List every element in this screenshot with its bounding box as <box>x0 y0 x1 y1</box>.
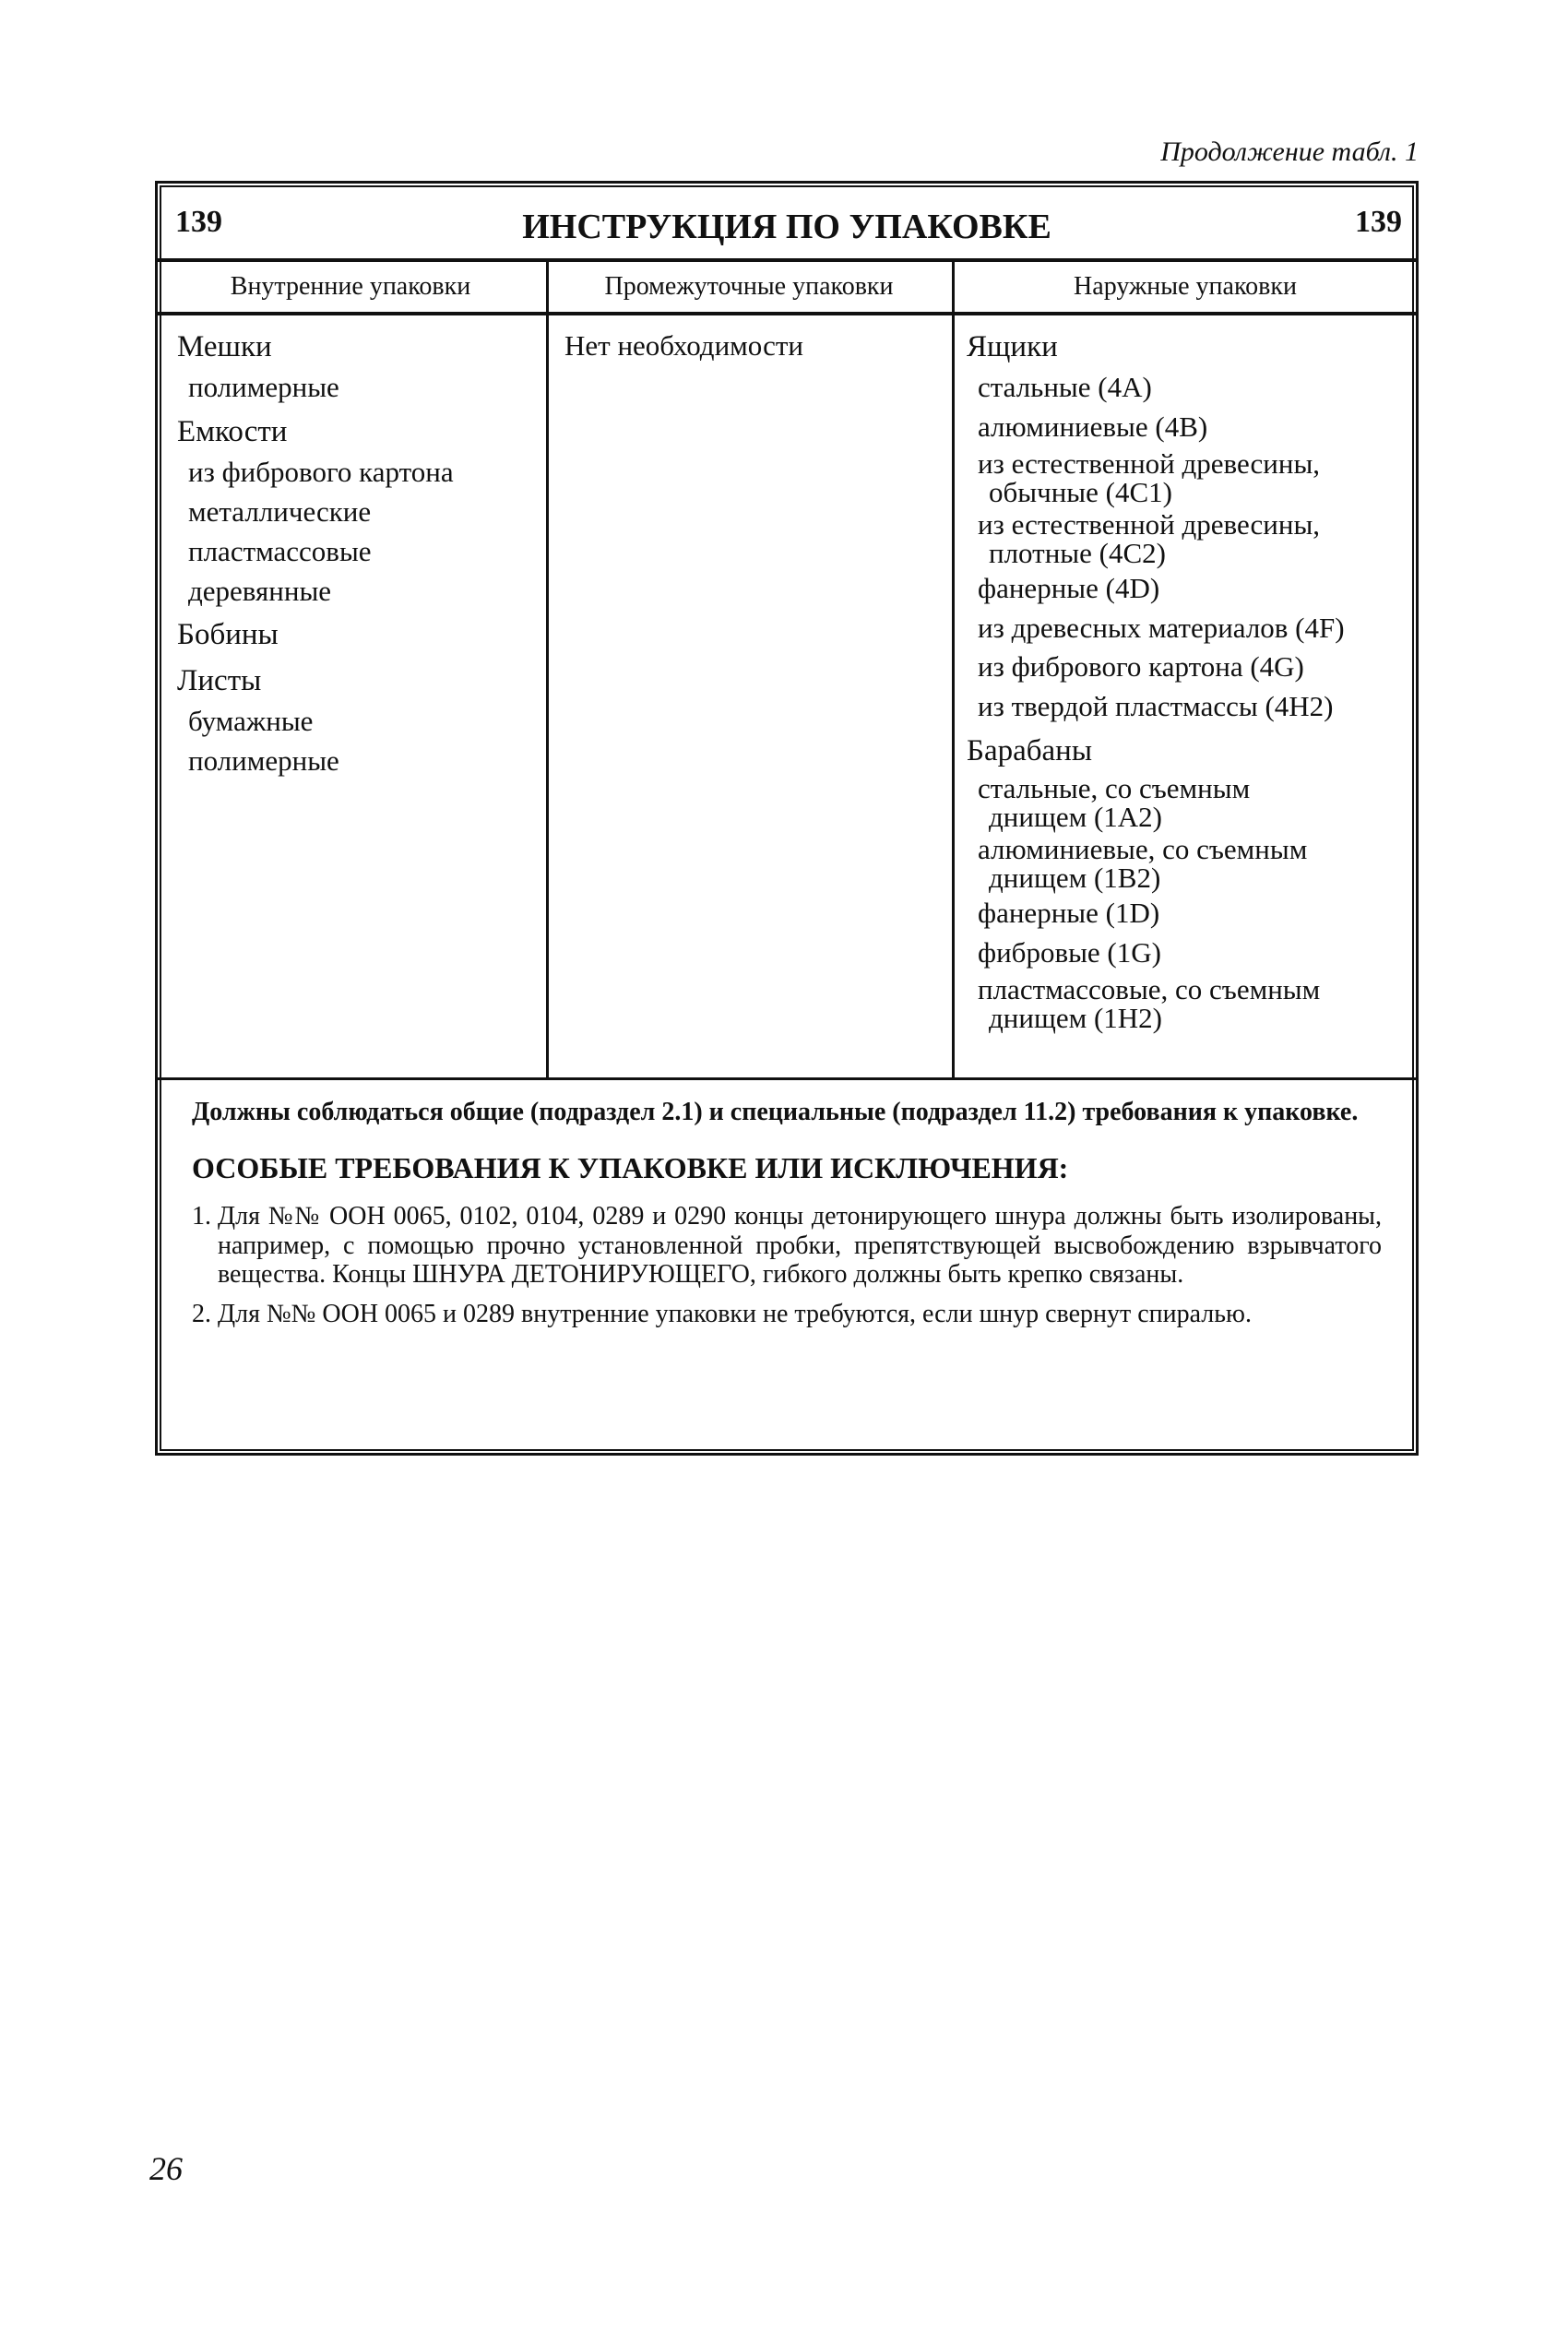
column-header-intermediate: Промежуточные упаковки <box>604 272 894 301</box>
special-requirements-heading: ОСОБЫЕ ТРЕБОВАНИЯ К УПАКОВКЕ ИЛИ ИСКЛЮЧЕНИЯ: <box>192 1151 1069 1185</box>
list-item-line: днищем (1H2) <box>989 1001 1162 1034</box>
inner-group-receptacles: Емкости <box>177 415 288 448</box>
list-item: полимерные <box>188 371 339 404</box>
list-item-line: обычные (4C1) <box>989 475 1172 508</box>
list-item: пластмассовые <box>188 534 372 567</box>
outer-group-boxes: Ящики <box>967 330 1058 363</box>
notes-separator <box>155 1077 1419 1080</box>
list-item: бумажные <box>188 704 314 737</box>
instruction-number-right: 139 <box>1355 205 1402 239</box>
list-item: фанерные (1D) <box>978 897 1160 929</box>
list-item <box>192 1300 1382 1328</box>
outer-packagings-column <box>967 328 1409 1032</box>
inner-group-sheets: Листы <box>177 663 262 697</box>
column-header-outer: Наружные упаковки <box>1074 272 1297 301</box>
list-item: из фибрового картона (4G) <box>978 650 1304 684</box>
outer-group-drums: Барабаны <box>967 733 1093 767</box>
notes-section <box>192 1098 1382 1329</box>
list-item-text: Для №№ ООН 0065 и 0289 внутренние упаковки не требуются, если шнур свернут спиралью. <box>218 1300 1252 1329</box>
list-item: из древесных материалов (4F) <box>978 611 1345 644</box>
list-item-line: из естественной древесины, <box>978 446 1321 480</box>
list-item-line: стальные, со съемным <box>978 772 1251 804</box>
list-item-line: из естественной древесины, <box>978 507 1321 541</box>
list-item: из твердой пластмассы (4H2) <box>978 690 1334 722</box>
list-item: фибровые (1G) <box>978 935 1161 969</box>
inner-group-bags: Мешки <box>177 330 272 363</box>
column-header-row <box>155 262 1419 315</box>
list-item <box>967 835 1409 892</box>
list-item-number: 2. <box>192 1300 211 1329</box>
list-item <box>967 507 1409 569</box>
list-item <box>967 446 1409 508</box>
general-requirements-text: Должны соблюдаться общие (подраздел 2.1) и специальные (подраздел 11.2) требования к упаковке. <box>192 1098 1359 1126</box>
list-item: деревянные <box>188 574 332 607</box>
list-item <box>192 1202 1382 1289</box>
intermediate-not-necessary: Нет необходимости <box>564 329 803 362</box>
list-item-number: 1. <box>192 1202 211 1231</box>
column-header-inner: Внутренние упаковки <box>230 272 471 301</box>
intermediate-packagings-column <box>564 328 943 364</box>
list-item-line: днищем (1B2) <box>989 862 1161 894</box>
instruction-number-left: 139 <box>175 205 222 239</box>
column-divider-1 <box>546 262 549 1079</box>
page-number: 26 <box>149 2150 183 2187</box>
list-item <box>967 774 1409 831</box>
list-item-line: днищем (1A2) <box>989 801 1162 833</box>
list-item-line: алюминиевые, со съемным <box>978 833 1308 865</box>
list-item-line: плотные (4C2) <box>989 536 1166 569</box>
list-item: фанерные (4D) <box>978 571 1160 604</box>
inner-packagings-column <box>177 328 537 779</box>
list-item: стальные (4A) <box>978 371 1152 404</box>
list-item: из фибрового картона <box>188 456 454 489</box>
list-item: полимерные <box>188 743 339 777</box>
column-divider-2 <box>952 262 955 1079</box>
inner-group-reels: Бобины <box>177 618 279 652</box>
list-item-line: пластмассовые, со съемным <box>978 972 1321 1005</box>
list-item: алюминиевые (4B) <box>978 410 1208 443</box>
instruction-title: ИНСТРУКЦИЯ ПО УПАКОВКЕ <box>522 208 1051 246</box>
list-item-text: Для №№ ООН 0065, 0102, 0104, 0289 и 0290 концы детонирующего шнура должны быть изолированы, например, с помощью прочно установленной пробки, препятствующей высвобождению взрывчатого вещества. Концы ШНУРА ДЕТОНИРУЮЩЕГО, гибкого должны быть крепко связаны. <box>218 1202 1382 1289</box>
list-item <box>967 972 1409 1034</box>
list-item: металлические <box>188 495 372 528</box>
table-continuation-label: Продолжение табл. 1 <box>1160 137 1419 167</box>
instruction-title-row <box>155 181 1419 262</box>
